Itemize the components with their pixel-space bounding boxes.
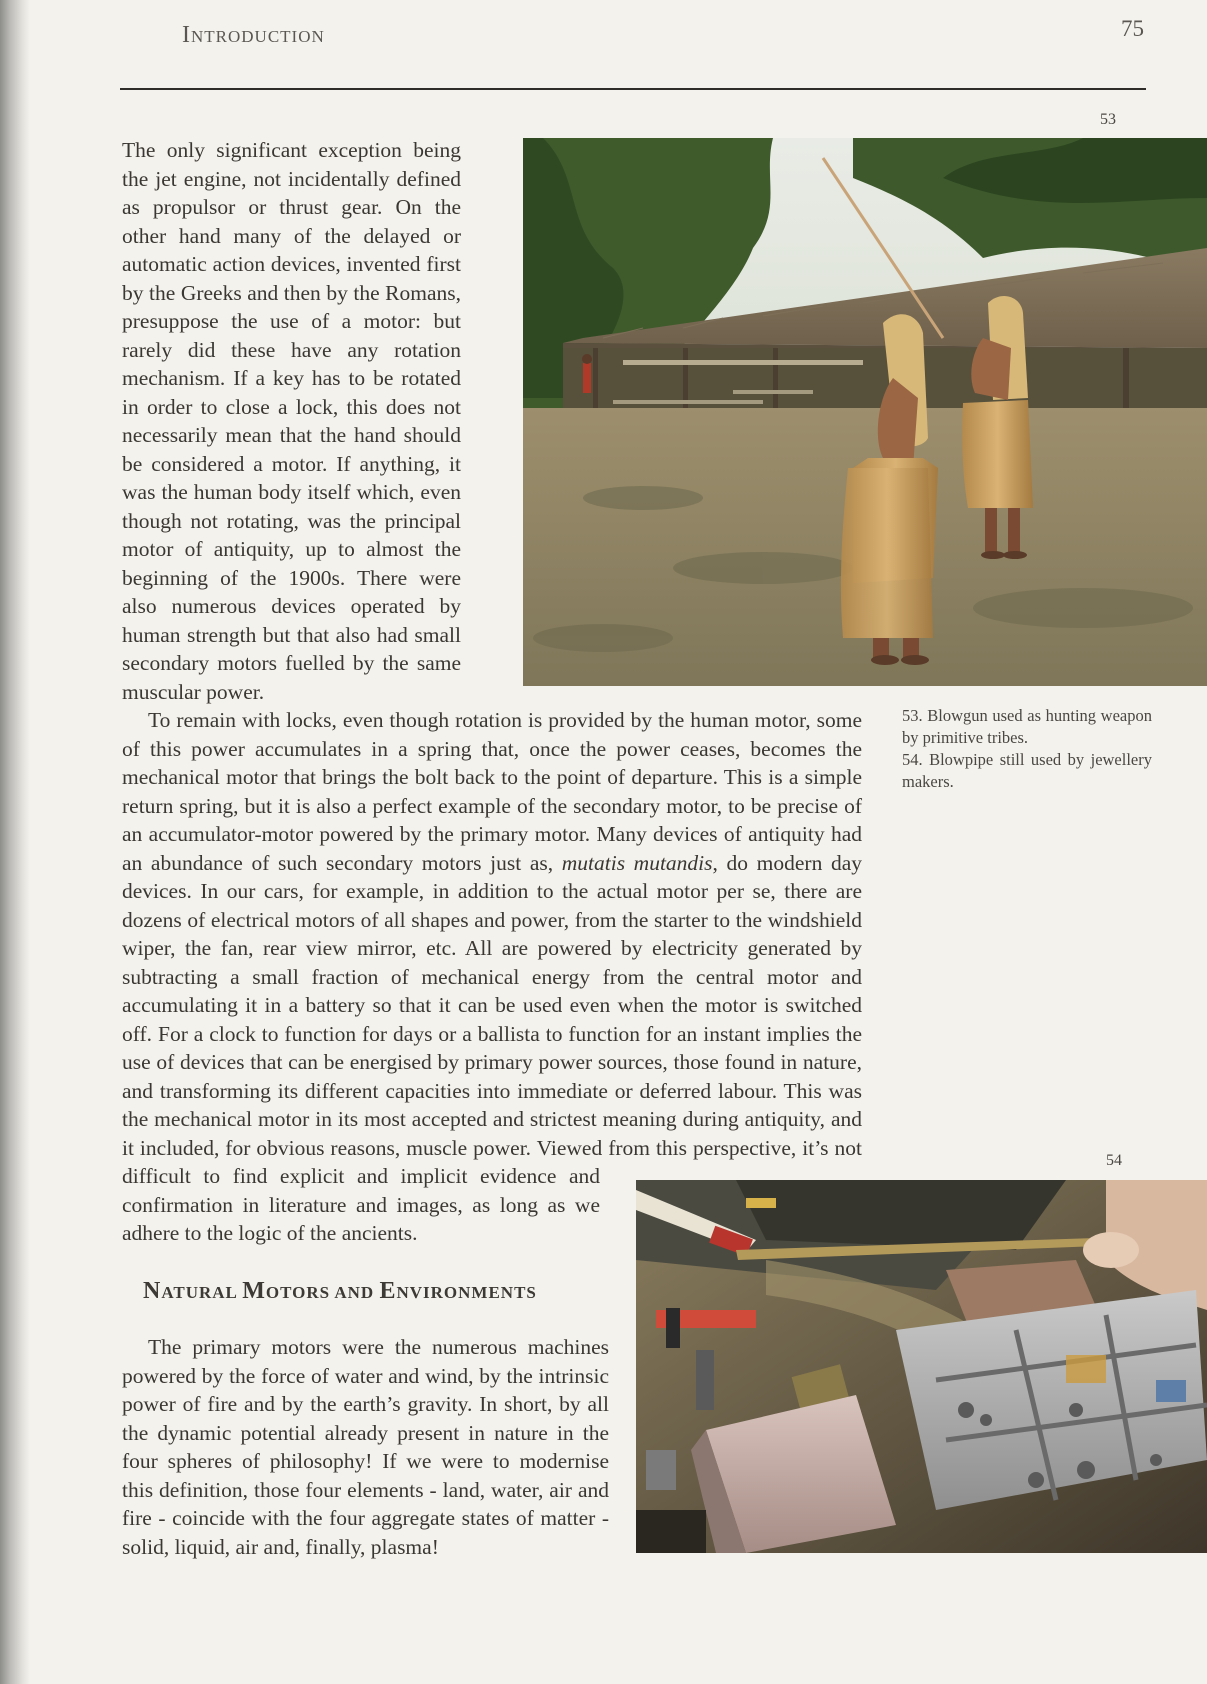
- paragraph-2-part-2: , do modern day devices. In our cars, for example, in addition to the actual motor per se, there are dozens of electrical motors of all shapes and power, from the starter to the windshield wiper, the fan, rear view mirror, etc. All are powered by electricity generated by subtracting a small fraction of mechanical energy from the central motor and accumulating it in a battery so that it can be used even when the motor is switched off. For a clock to function for days or a ballista to function for an instant implies the use of devices that can be energised by primary power sources, those found in nature, and transforming its different capacities into immediate or deferred labour. This was the mechanical motor in its most accepted and strictest meaning during antiquity, and it included, for obvious reasons, muscle power. Viewed from this perspective, it’s not difficult to find explicit and implicit evidence and confirmation in literature and images, as long as we adhere to the logic of the ancients.: [122, 850, 862, 1245]
- body-text-upper: [122, 136, 862, 1310]
- page-number: 75: [1121, 16, 1144, 41]
- heading-part: E: [379, 1278, 397, 1304]
- heading-part: OTORS AND: [265, 1283, 380, 1302]
- running-head-rest: NTRODUCTION: [191, 27, 325, 46]
- figure-53-number: 53: [1100, 111, 1116, 128]
- paragraph-2-part-1: To remain with locks, even though rotation is provided by the human motor, some of this power accumulates in a spring that, once the power ceases, becomes the mechanical motor that brings the bolt back to the point of departure. This is a simple return spring, but it is also a perfect example of the secondary motor, to be precise of an accumulator-motor powered by the primary motor. Many devices of antiquity had an abundance of such secondary motors just as,: [122, 708, 862, 875]
- running-head-initial: I: [182, 22, 191, 48]
- heading-part: N: [143, 1278, 162, 1304]
- paragraph-2: [122, 706, 862, 1248]
- heading-part: ATURAL: [161, 1283, 243, 1302]
- running-head: [182, 22, 325, 49]
- figure-54-number: 54: [1106, 1152, 1122, 1169]
- body-text-section: [122, 1333, 609, 1561]
- header-rule: [120, 88, 1146, 90]
- book-binding-shadow: [0, 0, 30, 1684]
- caption-53: 53. Blowgun used as hunting weapon by primitive tribes.: [902, 706, 1152, 747]
- heading-part: M: [242, 1278, 266, 1304]
- figure-54-photo: [636, 1180, 1207, 1553]
- caption-54: 54. Blowpipe still used by jewellery makers.: [902, 750, 1152, 791]
- figure-captions: [902, 705, 1152, 793]
- photo-wrap-spacer: [461, 136, 864, 672]
- heading-part: NVIRONMENTS: [396, 1283, 537, 1302]
- paragraph-1: The only significant exception being the jet engine, not incidentally defined as propulsor or thrust gear. On the other hand many of the delayed or automatic action devices, invented first by the Greeks and then by the Romans, presuppose the use of a motor: but rarely did these have any rotation mechanism. If a key has to be rotated in order to close a lock, this does not necessarily mean that the hand should be considered a motor. If anything, it was the human body itself which, even though not rotating, was the principal motor of antiquity, up to almost the beginning of the 1900s. There were also numerous devices operated by human strength but that also had small secondary motors fuelled by the same muscular power.: [122, 138, 461, 704]
- paragraph-3: The primary motors were the numerous machines powered by the force of water and wind, by the intrinsic power of fire and by the earth’s gravity. In short, by all the dynamic potential already present in nature in the four spheres of philosophy! If we were to modernise this definition, those four elements - land, water, air and fire - coincide with the four aggregate states of matter - solid, liquid, air and, finally, plasma!: [122, 1335, 609, 1559]
- paragraph-2-italic: mutatis mutandis: [561, 850, 713, 875]
- section-heading: [143, 1278, 537, 1305]
